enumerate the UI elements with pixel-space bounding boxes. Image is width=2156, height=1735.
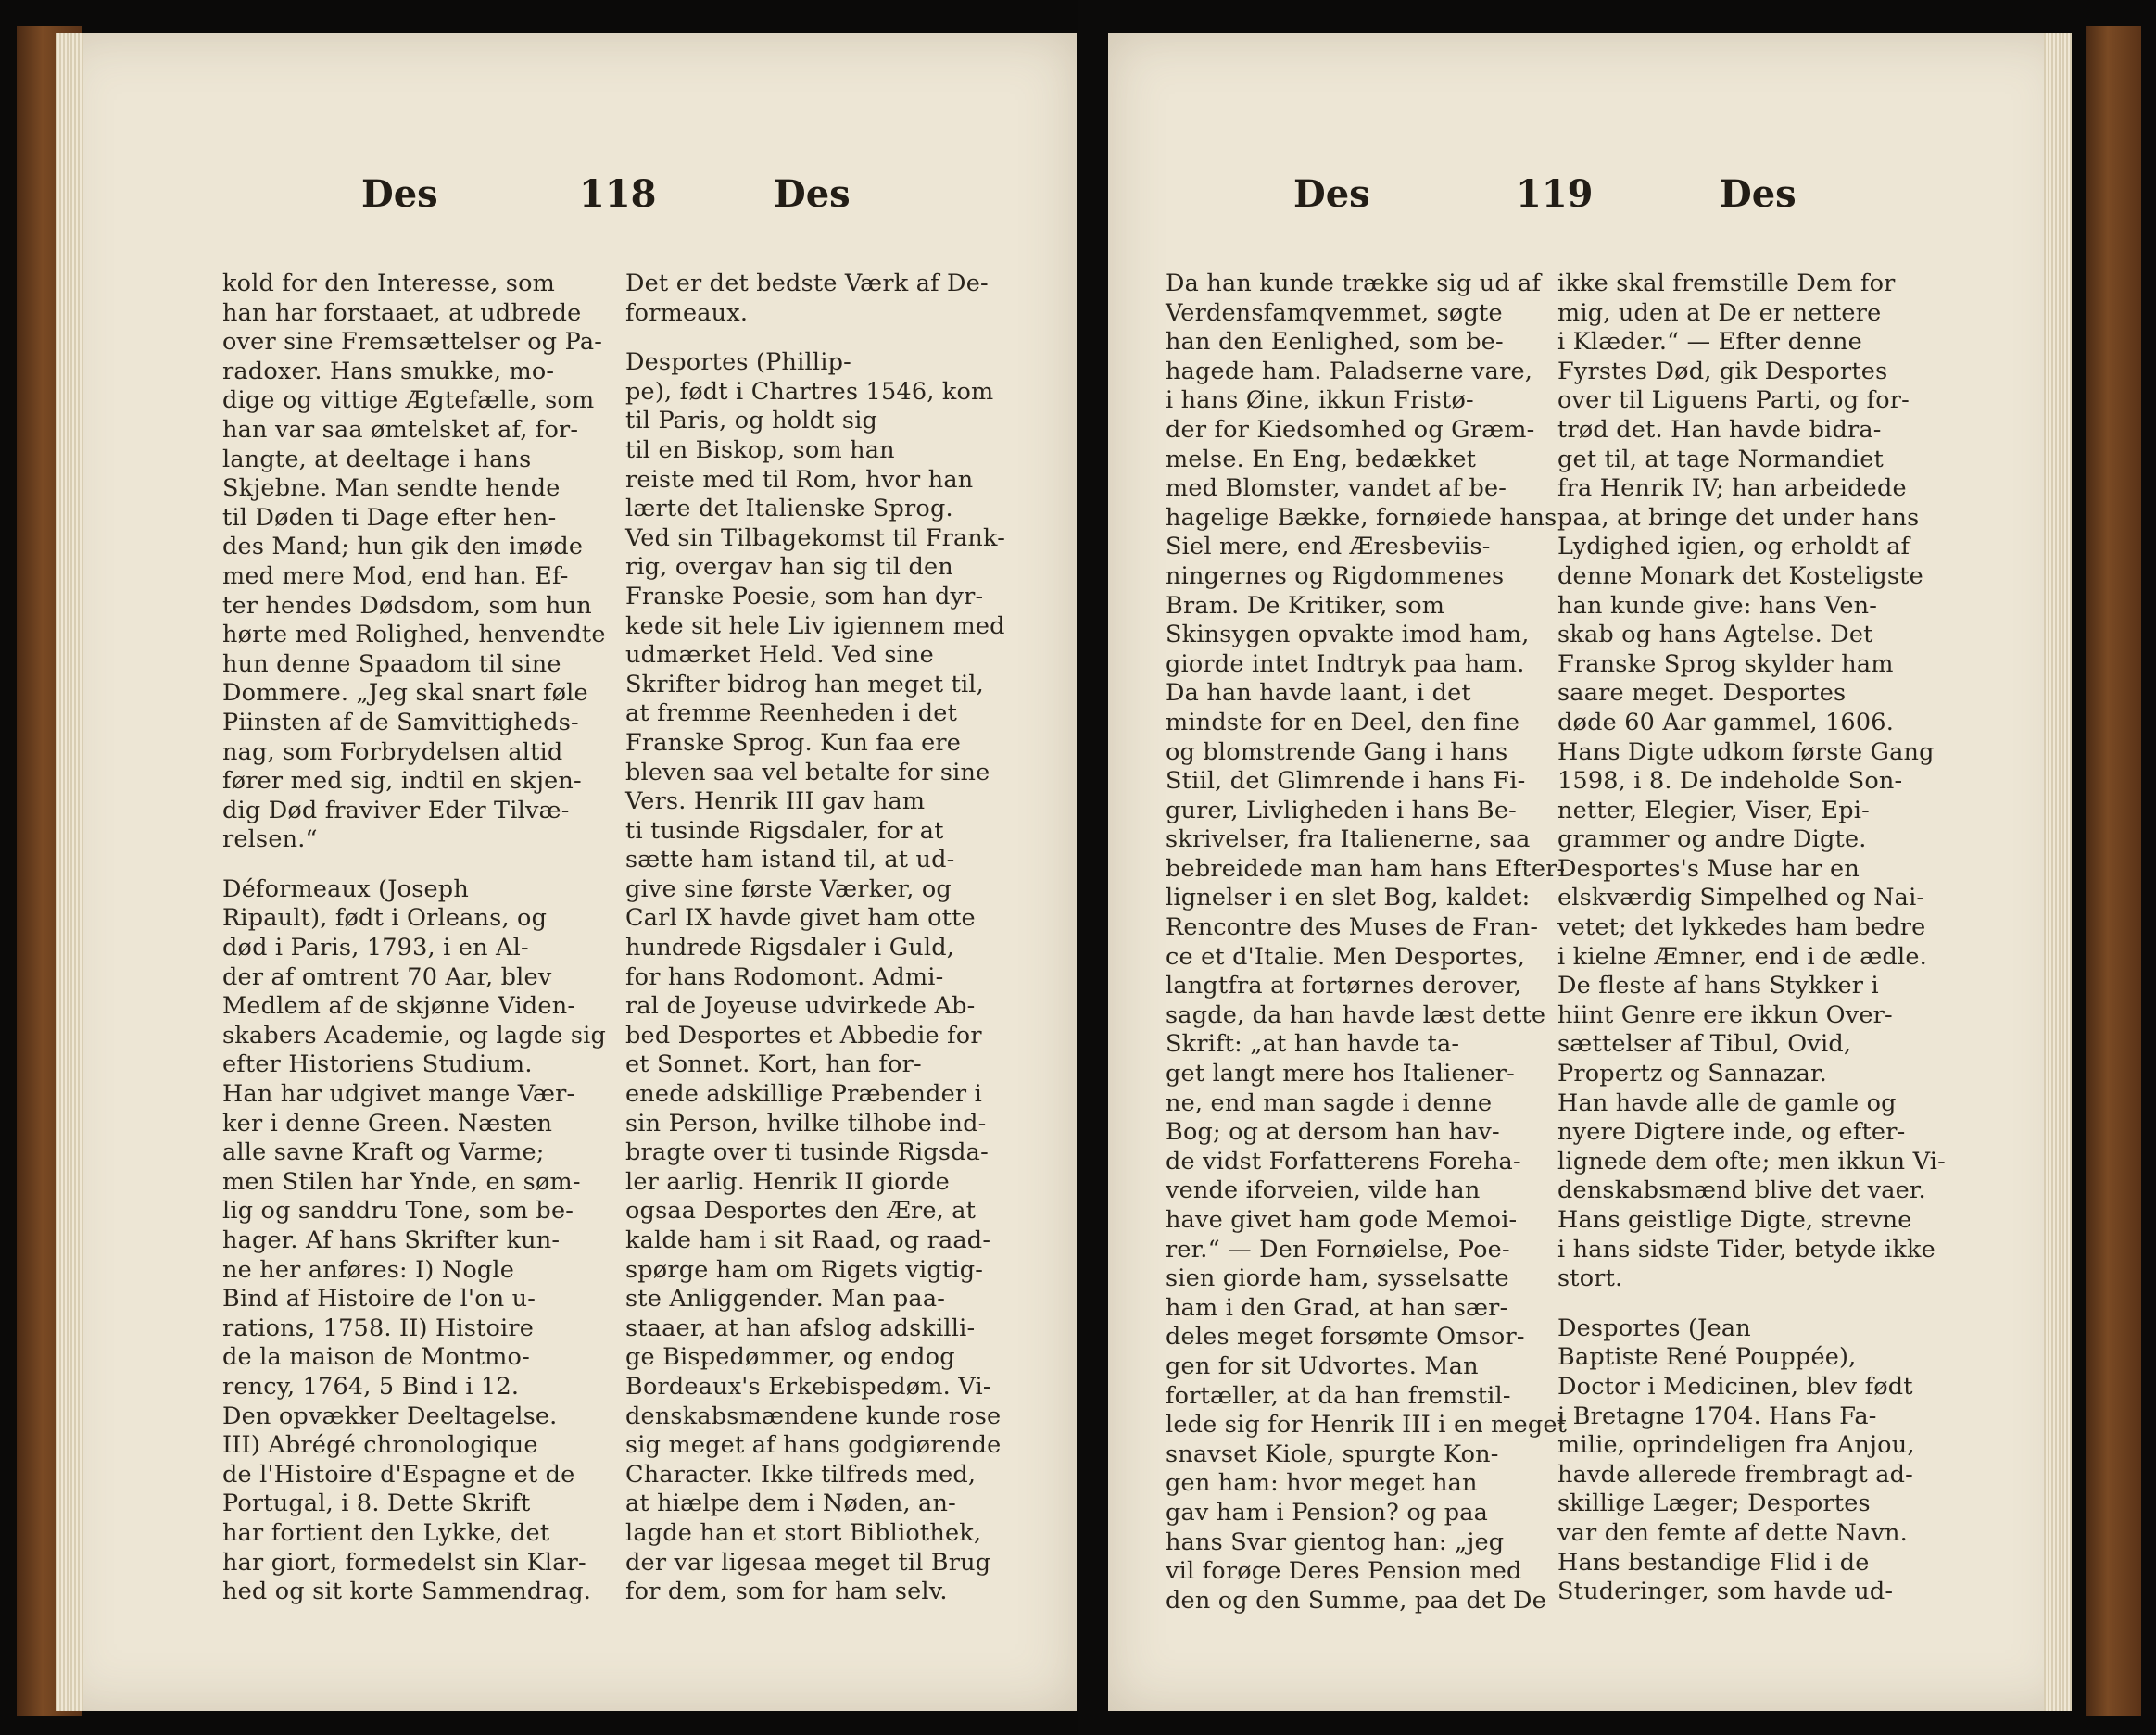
text-line: han har forstaaet, at udbrede xyxy=(222,298,582,327)
text-line: udmærket Held. Ved sine xyxy=(625,641,934,670)
text-line: Den opvækker Deeltagelse. xyxy=(222,1402,558,1430)
text-line: fører med sig, indtil en skjen- xyxy=(222,767,582,796)
text-line: alle savne Kraft og Varme; xyxy=(222,1138,545,1167)
running-head-right: Des xyxy=(1720,172,1797,216)
text-line: get til, at tage Normandiet xyxy=(1557,445,1884,473)
text-line: dig Død fraviver Eder Tilvæ- xyxy=(222,796,570,824)
text-line: Rencontre des Muses de Fran- xyxy=(1166,913,1539,942)
text-line: Franske Sprog. Kun faa ere xyxy=(625,728,962,757)
text-line: grammer og andre Digte. xyxy=(1557,825,1867,854)
text-line: Skrift: „at han havde ta- xyxy=(1166,1030,1460,1059)
text-line: havde allerede frembragt ad- xyxy=(1557,1460,1913,1489)
text-line: snavset Kiole, spurgte Kon- xyxy=(1166,1440,1499,1468)
text-line: des Mand; hun gik den imøde xyxy=(222,533,584,561)
text-line: vil forøge Deres Pension med xyxy=(1166,1557,1522,1586)
text-line: sagde, da han havde læst dette xyxy=(1166,1000,1546,1029)
text-line: til en Biskop, som han xyxy=(625,435,895,464)
text-line: i hans sidste Tider, betyde ikke xyxy=(1557,1235,1935,1264)
text-line: kede sit hele Liv igiennem med xyxy=(625,611,1005,640)
text-line: Bog; og at dersom han hav- xyxy=(1166,1118,1500,1147)
text-line: skab og hans Agtelse. Det xyxy=(1557,621,1873,649)
text-line: kold for den Interesse, som xyxy=(222,270,556,297)
text-line: trød det. Han havde bidra- xyxy=(1557,415,1882,444)
text-line: radoxer. Hans smukke, mo- xyxy=(222,357,555,385)
text-line: ce et d'Italie. Men Desportes, xyxy=(1166,942,1526,971)
text-line: sættelser af Tibul, Ovid, xyxy=(1557,1030,1852,1059)
text-line: Skjebne. Man sendte hende xyxy=(222,474,561,503)
text-line: ti tusinde Rigsdaler, for at xyxy=(625,816,944,845)
text-line: langte, at deeltage i hans xyxy=(222,445,532,473)
text-line: ham i den Grad, at han sær- xyxy=(1166,1293,1508,1322)
text-line: hagelige Bække, fornøiede hans xyxy=(1166,503,1557,532)
text-line: skabers Academie, og lagde sig xyxy=(222,1021,607,1050)
text-line: i hans Øine, ikkun Fristø- xyxy=(1166,386,1474,415)
text-line: langtfra at fortørnes derover, xyxy=(1166,972,1522,1000)
text-line: bed Desportes et Abbedie for xyxy=(625,1021,982,1050)
text-line: i kielne Æmner, end i de ædle. xyxy=(1557,942,1927,971)
text-line: Character. Ikke tilfreds med, xyxy=(625,1460,977,1489)
text-line: for hans Rodomont. Admi- xyxy=(625,962,944,991)
text-line: hans Svar gientog han: „jeg xyxy=(1166,1528,1505,1556)
running-head-left: Des xyxy=(361,172,438,216)
text-line: rer.“ — Den Fornøielse, Poe- xyxy=(1166,1235,1510,1264)
text-line: Skinsygen opvakte imod ham, xyxy=(1166,621,1530,649)
page-number: 119 xyxy=(1516,172,1594,216)
text-line: var den femte af dette Navn. xyxy=(1557,1518,1908,1547)
text-line: saare meget. Desportes xyxy=(1557,679,1847,708)
text-line: Da han kunde trække sig ud af xyxy=(1166,270,1542,297)
text-line: hagede ham. Paladserne vare, xyxy=(1166,357,1533,385)
text-line: et Sonnet. Kort, han for- xyxy=(625,1050,922,1079)
text-line: lærte det Italienske Sprog. xyxy=(625,495,953,523)
text-line: med Blomster, vandet af be- xyxy=(1166,474,1507,503)
text-line: har giort, formedelst sin Klar- xyxy=(222,1548,586,1577)
text-line: Carl IX havde givet ham otte xyxy=(625,904,976,933)
text-line: relsen.“ xyxy=(222,825,318,854)
text-line: efter Historiens Studium. xyxy=(222,1050,533,1079)
text-line: reiste med til Rom, hvor han xyxy=(625,465,974,494)
text-line: hiint Genre ere ikkun Over- xyxy=(1557,1000,1893,1029)
text-line: de l'Histoire d'Espagne et de xyxy=(222,1460,575,1489)
left-page-column-1 xyxy=(222,270,606,1607)
text-line: gav ham i Pension? og paa xyxy=(1166,1498,1489,1527)
text-line: elskværdig Simpelhed og Nai- xyxy=(1557,884,1925,912)
text-line: give sine første Værker, og xyxy=(625,874,952,903)
text-line: død i Paris, 1793, i en Al- xyxy=(222,934,529,962)
text-line: over til Liguens Parti, og for- xyxy=(1557,386,1910,415)
text-line: lede sig for Henrik III i en meget xyxy=(1166,1411,1568,1440)
left-page-column-2 xyxy=(625,270,1005,1607)
text-line: hed og sit korte Sammendrag. xyxy=(222,1578,592,1606)
text-line: hager. Af hans Skrifter kun- xyxy=(222,1226,561,1254)
text-line: gen ham: hvor meget han xyxy=(1166,1469,1478,1498)
text-line: lignelser i en slet Bog, kaldet: xyxy=(1166,884,1531,912)
text-line: han var saa ømtelsket af, for- xyxy=(222,415,579,444)
text-line: men Stilen har Ynde, en søm- xyxy=(222,1167,581,1196)
text-line: ler aarlig. Henrik II giorde xyxy=(625,1167,950,1196)
text-line: skillige Læger; Desportes xyxy=(1557,1490,1871,1518)
text-line: til Døden ti Dage efter hen- xyxy=(222,503,557,532)
text-line: med mere Mod, end han. Ef- xyxy=(222,561,569,590)
text-line: lig og sanddru Tone, som be- xyxy=(222,1197,574,1226)
text-line: gurer, Livligheden i hans Be- xyxy=(1166,796,1517,824)
text-line: rency, 1764, 5 Bind i 12. xyxy=(222,1372,520,1401)
text-line: bleven saa vel betalte for sine xyxy=(625,758,990,786)
text-line: Baptiste René Pouppée), xyxy=(1557,1343,1857,1372)
text-line: Hans Digte udkom første Gang xyxy=(1557,737,1935,766)
text-line: hun denne Spaadom til sine xyxy=(222,649,561,678)
text-line: denskabsmændene kunde rose xyxy=(625,1402,1002,1430)
text-line: hundrede Rigsdaler i Guld, xyxy=(625,934,955,962)
text-line: den og den Summe, paa det De xyxy=(1166,1586,1546,1615)
text-line: denne Monark det Kosteligste xyxy=(1557,561,1923,590)
right-page-column-1 xyxy=(1166,270,1567,1616)
text-line: Desportes (Phillip- xyxy=(625,348,851,377)
text-line: Hans geistlige Digte, strevne xyxy=(1557,1206,1912,1234)
text-line: Déformeaux (Joseph xyxy=(222,874,469,903)
text-line: ne, end man sagde i denne xyxy=(1166,1088,1493,1117)
text-line: formeaux. xyxy=(625,298,749,327)
running-head-right: Des xyxy=(774,172,851,216)
text-line: paa, at bringe det under hans xyxy=(1557,503,1920,532)
text-line: dige og vittige Ægtefælle, som xyxy=(222,386,595,415)
text-line: ikke skal fremstille Dem for xyxy=(1557,270,1896,297)
text-line: ningernes og Rigdommenes xyxy=(1166,561,1505,590)
text-line: Dommere. „Jeg skal snart føle xyxy=(222,679,588,708)
text-line: Doctor i Medicinen, blev født xyxy=(1557,1372,1913,1401)
text-line: rations, 1758. II) Histoire xyxy=(222,1314,535,1342)
text-line: han den Eenlighed, som be- xyxy=(1166,328,1504,357)
text-line: Propertz og Sannazar. xyxy=(1557,1060,1827,1088)
text-line: sig meget af hans godgiørende xyxy=(625,1431,1002,1460)
text-line: i Bretagne 1704. Hans Fa- xyxy=(1557,1402,1877,1430)
text-line: for dem, som for ham selv. xyxy=(625,1578,948,1606)
text-line: have givet ham gode Memoi- xyxy=(1166,1206,1518,1234)
right-page-column-2 xyxy=(1557,270,1946,1607)
page-edges-right xyxy=(2044,33,2072,1711)
text-line: Piinsten af de Samvittigheds- xyxy=(222,708,579,736)
text-line: spørge ham om Rigets vigtig- xyxy=(625,1255,984,1284)
text-line: der for Kiedsomhed og Græm- xyxy=(1166,415,1535,444)
text-line: hørte med Rolighed, henvendte xyxy=(222,621,606,649)
text-line: ker i denne Green. Næsten xyxy=(222,1109,553,1138)
text-line: i Klæder.“ — Efter denne xyxy=(1557,328,1862,357)
left-page-header xyxy=(56,172,1077,228)
text-line: bebreidede man ham hans Efter- xyxy=(1166,854,1566,883)
text-line: Vers. Henrik III gav ham xyxy=(625,787,926,816)
text-line: Siel mere, end Æresbeviis- xyxy=(1166,533,1491,561)
text-line: Lydighed igien, og erholdt af xyxy=(1557,533,1910,561)
text-line: melse. En Eng, bedækket xyxy=(1166,445,1477,473)
page-number: 118 xyxy=(579,172,657,216)
text-line: staaer, at han afslog adskilli- xyxy=(625,1314,976,1342)
text-line: 1598, i 8. De indeholde Son- xyxy=(1557,767,1903,796)
text-line: døde 60 Aar gammel, 1606. xyxy=(1557,708,1895,736)
text-line: denskabsmænd blive det vaer. xyxy=(1557,1176,1926,1205)
text-line: enede adskillige Præbender i xyxy=(625,1080,982,1109)
text-line: over sine Fremsættelser og Pa- xyxy=(222,328,603,357)
text-line: Bram. De Kritiker, som xyxy=(1166,591,1445,620)
text-line: fortæller, at da han fremstil- xyxy=(1166,1381,1511,1410)
text-line: der af omtrent 70 Aar, blev xyxy=(222,962,552,991)
text-line: ogsaa Desportes den Ære, at xyxy=(625,1197,977,1226)
text-line: lagde han et stort Bibliothek, xyxy=(625,1518,982,1547)
text-line: vende iforveien, vilde han xyxy=(1166,1176,1481,1205)
text-line: sætte ham istand til, at ud- xyxy=(625,846,955,874)
text-line: Da han havde laant, i det xyxy=(1166,679,1471,708)
text-line: sien giorde ham, sysselsatte xyxy=(1166,1264,1509,1293)
text-line: gen for sit Udvortes. Man xyxy=(1166,1352,1479,1380)
text-line: Ved sin Tilbagekomst til Frank- xyxy=(625,523,1006,552)
text-line: get langt mere hos Italiener- xyxy=(1166,1060,1515,1088)
text-line: Franske Poesie, som han dyr- xyxy=(625,582,984,610)
text-line: sin Person, hvilke tilhobe ind- xyxy=(625,1109,987,1138)
text-line: har fortient den Lykke, det xyxy=(222,1518,550,1547)
text-line: ral de Joyeuse udvirkede Ab- xyxy=(625,992,976,1021)
text-line: mig, uden at De er nettere xyxy=(1557,298,1882,327)
text-line: at hiælpe dem i Nøden, an- xyxy=(625,1490,956,1518)
text-line: lignede dem ofte; men ikkun Vi- xyxy=(1557,1147,1946,1176)
text-line: Hans bestandige Flid i de xyxy=(1557,1548,1870,1577)
text-line: Desportes (Jean xyxy=(1557,1314,1751,1342)
text-line: Fyrstes Død, gik Desportes xyxy=(1557,357,1888,385)
text-line: netter, Elegier, Viser, Epi- xyxy=(1557,796,1870,824)
text-line: stort. xyxy=(1557,1264,1623,1293)
text-line: giorde intet Indtryk paa ham. xyxy=(1166,649,1525,678)
text-line: Desportes's Muse har en xyxy=(1557,854,1860,883)
text-line: Franske Sprog skylder ham xyxy=(1557,649,1894,678)
text-line: de vidst Forfatterens Foreha- xyxy=(1166,1147,1521,1176)
text-line: bragte over ti tusinde Rigsda- xyxy=(625,1138,989,1167)
text-line: Ripault), født i Orleans, og xyxy=(222,904,548,933)
page-edges-left xyxy=(56,33,83,1711)
text-line: milie, oprindeligen fra Anjou, xyxy=(1557,1431,1915,1460)
text-line: fra Henrik IV; han arbeidede xyxy=(1557,474,1907,503)
running-head-left: Des xyxy=(1293,172,1370,216)
text-line: Skrifter bidrog han meget til, xyxy=(625,670,984,698)
text-line: ter hendes Dødsdom, som hun xyxy=(222,591,592,620)
text-line: der var ligesaa meget til Brug xyxy=(625,1548,991,1577)
text-line: nyere Digtere inde, og efter- xyxy=(1557,1118,1906,1147)
text-line: deles meget forsømte Omsor- xyxy=(1166,1323,1525,1352)
text-line: skrivelser, fra Italienerne, saa xyxy=(1166,825,1531,854)
text-line: III) Abrégé chronologique xyxy=(222,1431,538,1460)
text-line: at fremme Reenheden i det xyxy=(625,699,958,728)
text-line: De fleste af hans Stykker i xyxy=(1557,972,1879,1000)
text-line: Det er det bedste Værk af De- xyxy=(625,270,989,297)
text-line: Studeringer, som havde ud- xyxy=(1557,1578,1894,1606)
text-line: pe), født i Chartres 1546, kom xyxy=(625,377,994,406)
text-line: Verdensfamqvemmet, søgte xyxy=(1166,298,1503,327)
text-line: Han har udgivet mange Vær- xyxy=(222,1080,575,1109)
text-line: mindste for en Deel, den fine xyxy=(1166,708,1520,736)
text-line: ge Bispedømmer, og endog xyxy=(625,1343,955,1372)
book-cover-right xyxy=(2086,26,2141,1716)
text-line: rig, overgav han sig til den xyxy=(625,553,953,582)
text-line: Bind af Histoire de l'on u- xyxy=(222,1285,536,1314)
text-line: kalde ham i sit Raad, og raad- xyxy=(625,1226,991,1254)
text-line: til Paris, og holdt sig xyxy=(625,407,878,435)
text-line: nag, som Forbrydelsen altid xyxy=(222,737,563,766)
text-line: vetet; det lykkedes ham bedre xyxy=(1557,913,1926,942)
text-line: Stiil, det Glimrende i hans Fi- xyxy=(1166,767,1526,796)
text-line: de la maison de Montmo- xyxy=(222,1343,530,1372)
text-line: Han havde alle de gamle og xyxy=(1557,1088,1897,1117)
left-page xyxy=(56,33,1077,1711)
text-line: han kunde give: hans Ven- xyxy=(1557,591,1878,620)
text-line: og blomstrende Gang i hans xyxy=(1166,737,1508,766)
right-page-header xyxy=(1108,172,2072,228)
text-line: Portugal, i 8. Dette Skrift xyxy=(222,1490,531,1518)
text-line: ne her anføres: I) Nogle xyxy=(222,1255,515,1284)
right-page xyxy=(1108,33,2072,1711)
text-line: Bordeaux's Erkebispedøm. Vi- xyxy=(625,1372,991,1401)
text-line: ste Anliggender. Man paa- xyxy=(625,1285,946,1314)
text-line: Medlem af de skjønne Viden- xyxy=(222,992,576,1021)
